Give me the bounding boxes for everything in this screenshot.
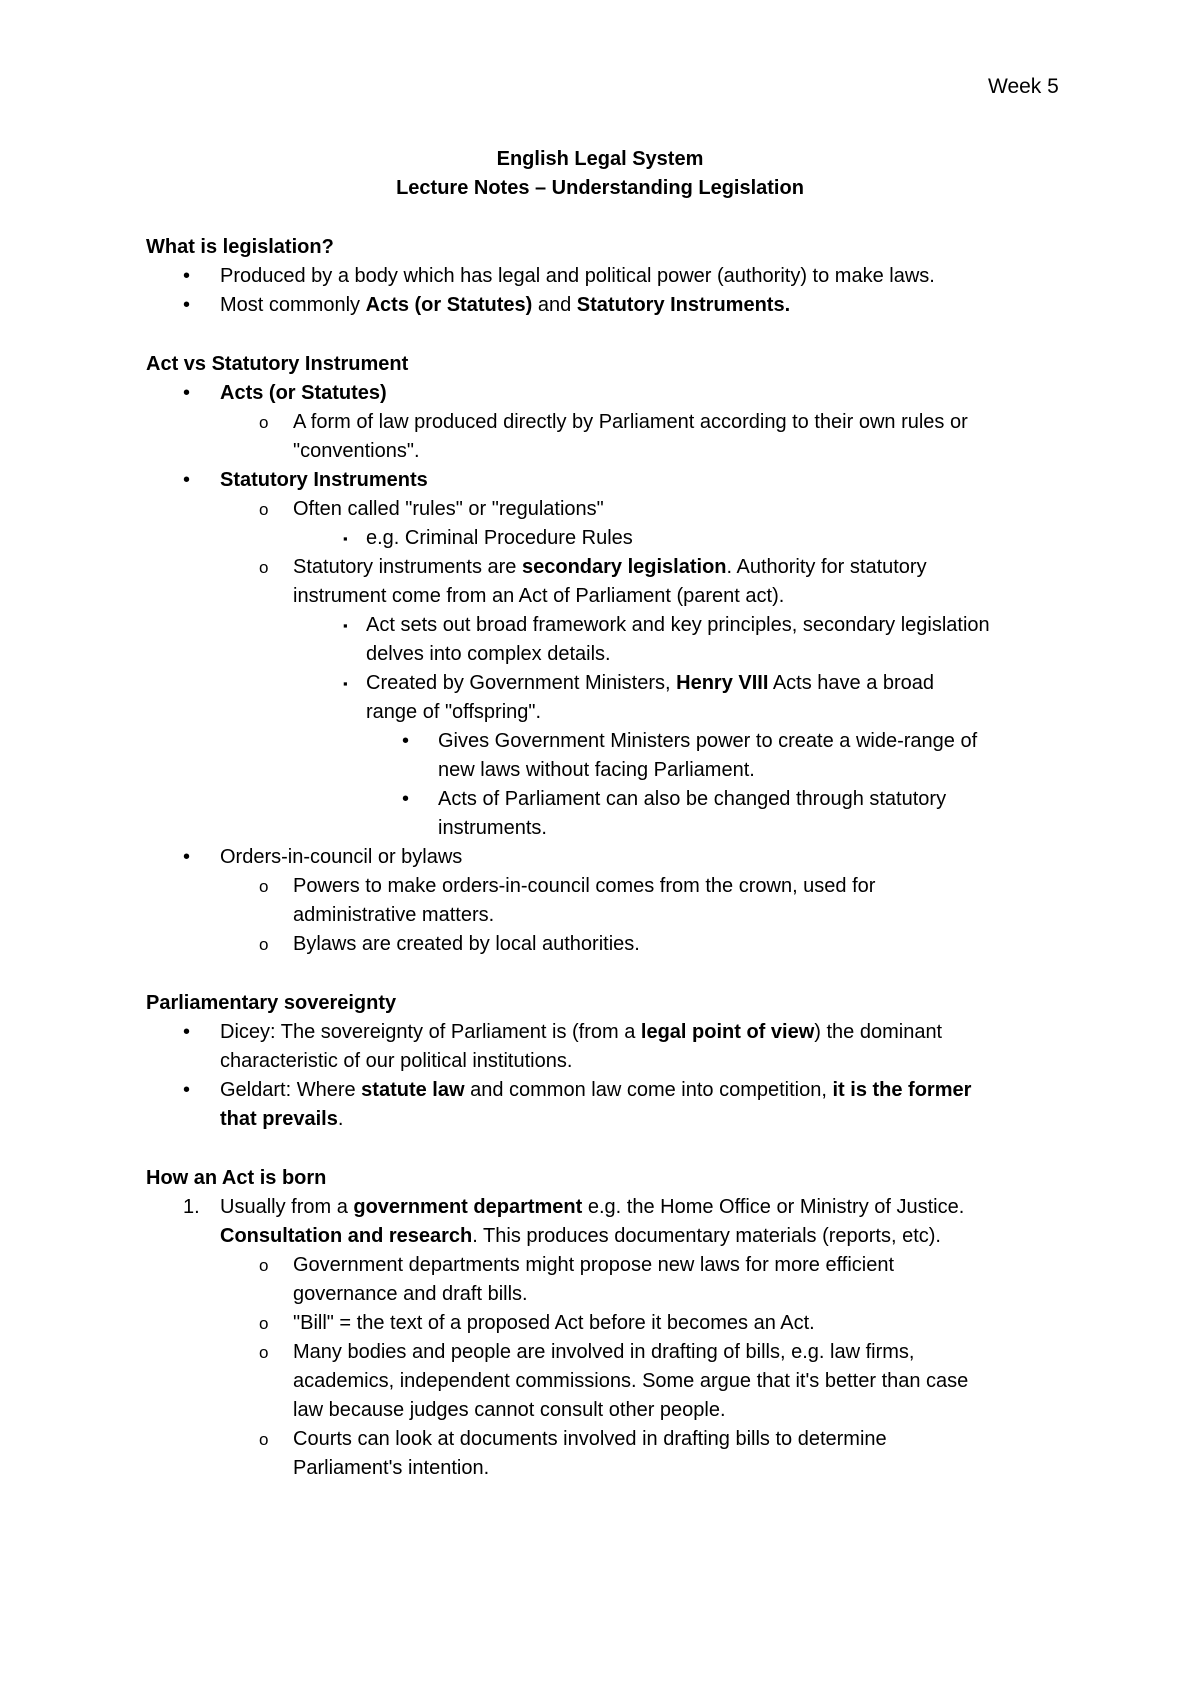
list-item-text: Courts can look at documents involved in drafting bills to determine bbox=[293, 1428, 887, 1450]
list-item-text: Most commonly Acts (or Statutes) and Statutory Instruments. bbox=[220, 294, 791, 316]
doc-title: English Legal System bbox=[496, 148, 704, 170]
list-item-text: Act sets out broad framework and key principles, secondary legislation bbox=[366, 614, 990, 636]
list-item-text: A form of law produced directly by Parliament according to their own rules or bbox=[293, 411, 968, 433]
list-item-text: that prevails. bbox=[220, 1108, 344, 1130]
list-item-text: academics, independent commissions. Some argue that it's better than case bbox=[293, 1370, 969, 1392]
bullet-marker: • bbox=[183, 846, 191, 868]
list-item-text: Produced by a body which has legal and political power (authority) to make laws. bbox=[220, 265, 935, 287]
list-item-text: range of "offspring". bbox=[366, 701, 542, 723]
list-item-text: Often called "rules" or "regulations" bbox=[293, 498, 604, 520]
list-item-text: "Bill" = the text of a proposed Act before it becomes an Act. bbox=[293, 1312, 815, 1334]
square-marker: ▪ bbox=[343, 618, 348, 633]
list-item-text: Statutory Instruments bbox=[220, 469, 428, 491]
circle-marker: o bbox=[259, 877, 269, 896]
list-item-text: Orders-in-council or bylaws bbox=[220, 846, 463, 868]
list-item-text: e.g. Criminal Procedure Rules bbox=[366, 527, 633, 549]
list-item-text: law because judges cannot consult other people. bbox=[293, 1399, 726, 1421]
list-item-text: Created by Government Ministers, Henry VIII Acts have a broad bbox=[366, 672, 935, 694]
list-item-text: Acts of Parliament can also be changed through statutory bbox=[438, 788, 947, 810]
section-heading-parliamentary-sovereignty: Parliamentary sovereignty bbox=[146, 992, 397, 1014]
circle-marker: o bbox=[259, 413, 269, 432]
list-item-text: Powers to make orders-in-council comes from the crown, used for bbox=[293, 875, 876, 897]
circle-marker: o bbox=[259, 1343, 269, 1362]
list-item-text: Bylaws are created by local authorities. bbox=[293, 933, 640, 955]
section-heading-act-vs-si: Act vs Statutory Instrument bbox=[146, 353, 409, 375]
list-item-text: Government departments might propose new laws for more efficient bbox=[293, 1254, 895, 1276]
list-item-text: characteristic of our political institutions. bbox=[220, 1050, 573, 1072]
square-marker: ▪ bbox=[343, 531, 348, 546]
bullet-marker: • bbox=[183, 469, 191, 491]
list-item-text: governance and draft bills. bbox=[293, 1283, 528, 1305]
list-item-text: Consultation and research. This produces documentary materials (reports, etc). bbox=[220, 1225, 941, 1247]
circle-marker: o bbox=[259, 1256, 269, 1275]
doc-subtitle: Lecture Notes – Understanding Legislation bbox=[396, 177, 804, 199]
list-item-text: Geldart: Where statute law and common law come into competition, it is the former bbox=[220, 1079, 972, 1101]
list-item-text: delves into complex details. bbox=[366, 643, 611, 665]
circle-marker: o bbox=[259, 558, 269, 577]
list-item-text: Acts (or Statutes) bbox=[220, 382, 387, 404]
circle-marker: o bbox=[259, 935, 269, 954]
list-item-text: Dicey: The sovereignty of Parliament is (from a legal point of view) the dominant bbox=[220, 1021, 943, 1043]
square-marker: ▪ bbox=[343, 676, 348, 691]
bullet-marker: • bbox=[402, 788, 410, 810]
list-item-text: administrative matters. bbox=[293, 904, 495, 926]
bullet-marker: • bbox=[402, 730, 410, 752]
section-heading-what-is-legislation: What is legislation? bbox=[146, 236, 334, 258]
bullet-marker: • bbox=[183, 1021, 191, 1043]
list-item-text: Gives Government Ministers power to create a wide-range of bbox=[438, 730, 978, 752]
bullet-marker: • bbox=[183, 382, 191, 404]
list-item-text: Parliament's intention. bbox=[293, 1457, 490, 1479]
list-item-text: Statutory instruments are secondary legislation. Authority for statutory bbox=[293, 556, 927, 578]
list-item-text: instrument come from an Act of Parliament (parent act). bbox=[293, 585, 785, 607]
number-marker: 1. bbox=[183, 1196, 200, 1218]
list-item-text: "conventions". bbox=[293, 440, 420, 462]
bullet-marker: • bbox=[183, 265, 191, 287]
week-label: Week 5 bbox=[988, 75, 1059, 98]
list-item-text: instruments. bbox=[438, 817, 547, 839]
list-item-text: Usually from a government department e.g. the Home Office or Ministry of Justice. bbox=[220, 1196, 965, 1218]
list-item-text: new laws without facing Parliament. bbox=[438, 759, 755, 781]
bullet-marker: • bbox=[183, 294, 191, 316]
list-item-text: Many bodies and people are involved in drafting of bills, e.g. law firms, bbox=[293, 1341, 915, 1363]
section-heading-how-an-act-is-born: How an Act is born bbox=[146, 1167, 327, 1189]
circle-marker: o bbox=[259, 1314, 269, 1333]
circle-marker: o bbox=[259, 500, 269, 519]
circle-marker: o bbox=[259, 1430, 269, 1449]
bullet-marker: • bbox=[183, 1079, 191, 1101]
